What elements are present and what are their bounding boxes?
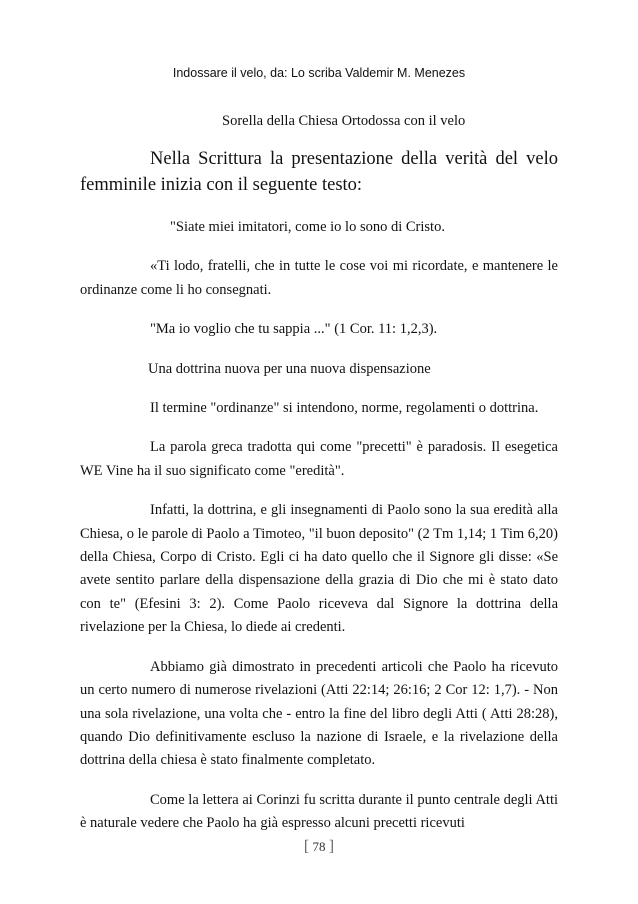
paragraph-rivelazioni: Abbiamo già dimostrato in precedenti articoli che Paolo ha ricevuto un certo numero di numerose rivelazioni (Atti 22:14; 26:16; 2 Cor 12: 1,7). - Non una sola rivelazione, una volta che - entro la fine del libro degli Atti ( Atti 28:28), quando Dio definitivamente escluso la nazione di Israele, e la rivelazione della dottrina della chiesa è stato finalmente completato. — [80, 658, 558, 769]
paragraph-eredita: Infatti, la dottrina, e gli insegnamenti di Paolo sono la sua eredità alla Chiesa, o le parole di Paolo a Timoteo, "il buon deposito" (2 Tm 1,14; 1 Tim 6,20) della Chiesa, Corpo di Cristo. Egli ci ha dato quello che il Signore gli disse: «Se avete sentito parlare della dispensazione della grazia di Dio che mi è stato dato con te" (Efesini 3: 2). Come Paolo riceveva dal Signore la dottrina della rivelazione per la Chiesa, lo diede ai credenti. — [80, 502, 558, 636]
quote-line-3: "Ma io voglio che tu sappia ..." (1 Cor. 11: 1,2,3). — [150, 321, 438, 338]
body-text — [80, 146, 558, 836]
section-heading: Una dottrina nuova per una nuova dispensazione — [148, 360, 431, 377]
quote-line-2: «Ti lodo, fratelli, che in tutte le cose voi mi ricordate, e mantenere le ordinanze come li ho consegnati. — [80, 258, 558, 298]
lead-paragraph: Nella Scrittura la presentazione della verità del velo femminile inizia con il seguente testo: — [80, 149, 558, 195]
page-bracket-close: ] — [328, 838, 335, 855]
page-number-value: 78 — [312, 839, 326, 854]
page-number — [0, 838, 638, 856]
running-header: Indossare il velo, da: Lo scriba Valdemir M. Menezes — [172, 66, 466, 80]
page-bracket-open: [ — [303, 838, 310, 855]
quote-line-1: "Siate miei imitatori, come io lo sono di Cristo. — [170, 219, 445, 235]
paragraph-paradosis: La parola greca tradotta qui come "precetti" è paradosis. Il esegetica WE Vine ha il suo significato come "eredità". — [80, 439, 558, 479]
paragraph-ordinanze: Il termine "ordinanze" si intendono, norme, regolamenti o dottrina. — [150, 400, 539, 417]
paragraph-corinzi: Come la lettera ai Corinzi fu scritta durante il punto centrale degli Atti è naturale vedere che Paolo ha già espresso alcuni precetti ricevuti — [80, 791, 558, 832]
page-subtitle: Sorella della Chiesa Ortodossa con il velo — [222, 113, 466, 129]
